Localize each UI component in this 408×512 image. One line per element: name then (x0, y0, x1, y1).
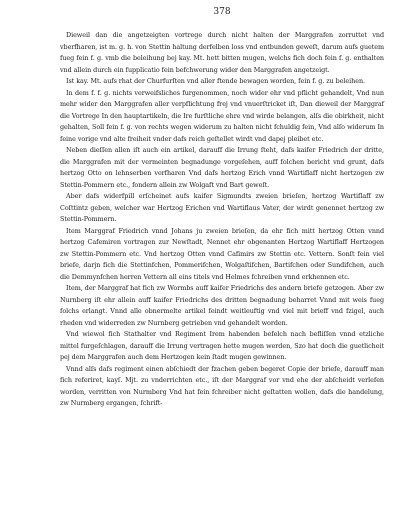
paragraph: Dieweil dan die angetzeigten vortrege durch nicht halten der Marggrafen zorruttet vnd vberfharen, ist m. g. h. von Stettin haltung derfelben loss vnd entbunden geweſt, darum aufs guetem fueg fein f. g. vmb die beleihung bej kay. Mt. hett bitten mugen, welchs fich doch fein f. g. enthalten vnd allein durch ein fupplicatio fein befchwerung wider den Marggrafen angetzeigt. (60, 31, 384, 74)
paragraph: Neben dieſſen allen iſt auch ein artikel, darauff die Irrung ſteht, dafs kaifer Friedrich der dritte, die Marggrafen mit der vermeinten begnadunge vorgeſehen, auff folchen bericht vnd grunt, dafs hertzog Otto on lehnserben verfharen Vnd dafs hertzog Erich vnnd Wartiflaff nicht hertzogen zw Stettin-Pommern etc., fondern allein zw Wolgaft vnd Bart geweſt. (60, 146, 384, 189)
paragraph: Vnnd alſs dafs regiment einen abſchiedt der fzachen geben begeret Copie der briefe, darauff man fich referiret, kayſ. Mjt. zu vnderrichten etc., iſt der Marggraf vor vnd ehe der abſcheidt verlefen worden, verritten von Nurmberg Vnd hat fein fchreiber nicht geſtatten wollen, dafs die handelung, zw Nurmberg ergangen, fchrift- (60, 364, 384, 407)
paragraph: Item Marggraf Friedrich vnnd Johans ju zweien brieſen, da ehr fich mitt hertzog Otten vnnd hertzog Cafemiren vortragen zur Newſtadt, Nennet ehr obgenanten Hertzog Wartiflaff Hertzogen zw Stettin-Pommern etc. Vnd hertzog Otten vnnd Cafimirs zw Stettin etc. Vettern. Sonſt fein viel briefe, darjn fich die Stettinfchen, Pommerifchen, Wolgaſtifchen, Bartifchen oder Sundifchen, auch die Demmynfchen herren Vettern all eins titels vnd Helmes fchreiben vnnd erkhennen etc. (60, 226, 384, 281)
document-body (60, 30, 384, 410)
paragraph: Aber dafs widerfpill erſcheinet aufs kaifer Sigmundts zweien brieſen, hertzog Wartiflaff zw Coſttintz geben, welcher war Hertzog Erichen vnd Wartiflaus Vater, der wirdt genennet hertzog zw Stettin-Pommern. (60, 192, 384, 223)
paragraph: Vnd wiewol fich Stathalter vnd Regiment Irem habenden befelch nach befliſſen vnnd etzliche mittel furgeſchlagen, darauff die Irrung vertragen hette mugen werden, Szo hat doch die guetlicheit pej dem Marggrafen auch dem Hertzogen kein ſtadt mugen gewinnen. (60, 330, 384, 361)
paragraph: In dem f. f. g. nichts verweifsliches furgenommen, noch wider ehr vnd pflicht gehandelt, Vnd nun mehr wider den Marggrafen aller verpflichtung frej vnd vnuerſtricket iſt, Dan dieweil der Marggraf die Vortrege In den hauptartikeln, die Ire furſtliche ehre vnd wirde belangen, alſs die obirkheit, nicht gehalten, Soll fein f. g. von rechts wegen widerum zu halten nicht fchuldig fein, Vnd alſo widerum In feine vorige vnd alte freiheit vnder dafs reich geſtellet wirdt vnd dapej pleibet etc. (60, 88, 384, 143)
paragraph: Ist kay. Mt. aufs rhat der Churfurſten vnd aller ftende bewagen worden, fein f. g. zu beleihen. (66, 77, 365, 85)
paragraph: Item, der Marggraf hat fich zw Wormbs auff kaifer Friedrichs des andern briefe getzogen. Aber zw Nurnberg iſt ehr allein auff kaifer Friedrichs des dritten begnadung beharret Vnnd mit weis fueg folchs erlangt. Vnnd alle obnermelte artikel feindt weitleuftig vnd viel mit brieff vnd fzigel, auch rheden vnd widerreden zw Nurnberg getrieben vnd gehandelt worden. (60, 284, 384, 327)
page-number: 378 (213, 7, 231, 17)
